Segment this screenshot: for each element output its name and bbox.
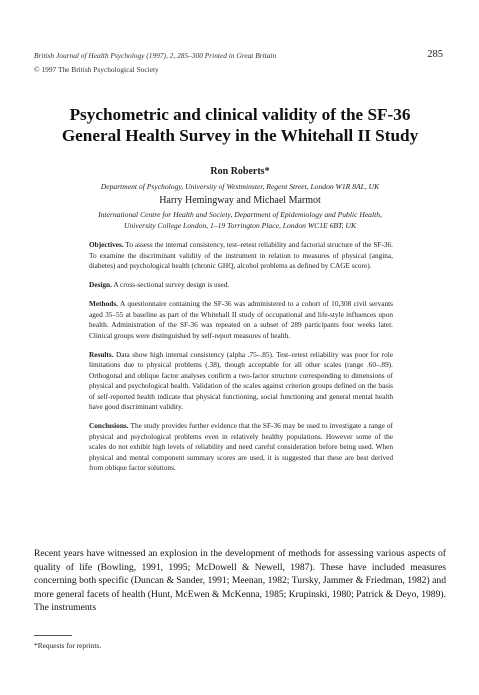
abstract-results: [89, 350, 393, 413]
first-author: Ron Roberts*: [210, 166, 270, 177]
page-number: 285: [427, 49, 443, 60]
abstract-design: [89, 280, 393, 291]
objectives-heading: Objectives.: [89, 240, 124, 249]
copyright-notice: © 1997 The British Psychological Society: [34, 65, 159, 74]
article-title-line-1: Psychometric and clinical validity of the SF-36: [69, 105, 411, 124]
design-heading: Design.: [89, 280, 112, 289]
methods-text: A questionnaire containing the SF-36 was administered to a cohort of 10,308 civil servants aged 35–55 at baseline as part of the Whitehall II study of occupational and life-style influences upon health. Administration of the SF-36 was repeated on a subset of 289 participants four weeks later. Clinical groups were distinguished by self-report measures of health.: [89, 299, 393, 340]
objectives-text: To assess the internal consistency, test–retest reliability and factorial structure of the SF-36. To examine the discriminant validity of the instrument in relation to measures of physical (angina, diabetes) and psychological health (chronic GHQ, alcohol problems as defined by CAGE score).: [89, 240, 393, 270]
article-title: [30, 104, 450, 146]
abstract-methods: [89, 299, 393, 341]
affiliation-line-1: International Centre for Health and Society, Department of Epidemiology and Public Health,: [98, 210, 382, 219]
conclusions-text: The study provides further evidence that the SF-36 may be used to investigate a range of physical and psychological problems even in relatively healthy populations. However some of the scales do not exhibit high levels of reliability and need careful consideration before being used. When physical and mental component summary scores are used, it is suggested that these are best derived from oblique factor solutions.: [89, 421, 393, 472]
first-author-affiliation: Department of Psychology, University of Westminster, Regent Street, London W1R 8AL, UK: [100, 182, 380, 191]
abstract-objectives: [89, 240, 393, 272]
methods-heading: Methods.: [89, 299, 118, 308]
abstract-conclusions: [89, 421, 393, 474]
second-authors-affiliation: [30, 209, 450, 231]
footnote-divider: [34, 635, 72, 636]
results-text: Data show high internal consistency (alpha .75–.85). Test–retest reliability was poor for role limitations due to physical problems (.38), though acceptable for all other scales (range .60–.89). Orthogonal and oblique factor analyses confirm a two-factor structure corresponding to dimensions of physical and psychological health. Validation of the scales against criterion groups defined on the basis of self-reported health indicate that physical functioning, social functioning and general mental health have good discriminant validity.: [89, 349, 393, 411]
affiliation-line-2: University College London, 1–19 Torrington Place, London WC1E 6BT, UK: [123, 221, 357, 230]
design-text: A cross-sectional survey design is used.: [111, 280, 230, 289]
journal-citation: British Journal of Health Psychology (1997), 2, 285–300 Printed in Great Britain: [34, 51, 277, 60]
second-authors: Harry Hemingway and Michael Marmot: [159, 195, 321, 206]
article-title-line-2: General Health Survey in the Whitehall II Study: [61, 126, 419, 145]
conclusions-heading: Conclusions.: [89, 421, 129, 430]
footnote: *Requests for reprints.: [34, 641, 102, 650]
body-paragraph: Recent years have witnessed an explosion in the development of methods for assessing various aspects of quality of life (Bowling, 1991, 1995; McDowell & Newell, 1987). These have included measures concerning both specific (Duncan & Sander, 1991; Meenan, 1982; Tursky, Jammer & Friedman, 1982) and more general facets of health (Hunt, McEwen & McKenna, 1985; Krupinski, 1980; Patrick & Deyo, 1989). The instruments: [34, 548, 446, 614]
results-heading: Results.: [89, 349, 114, 359]
abstract: [89, 240, 393, 482]
